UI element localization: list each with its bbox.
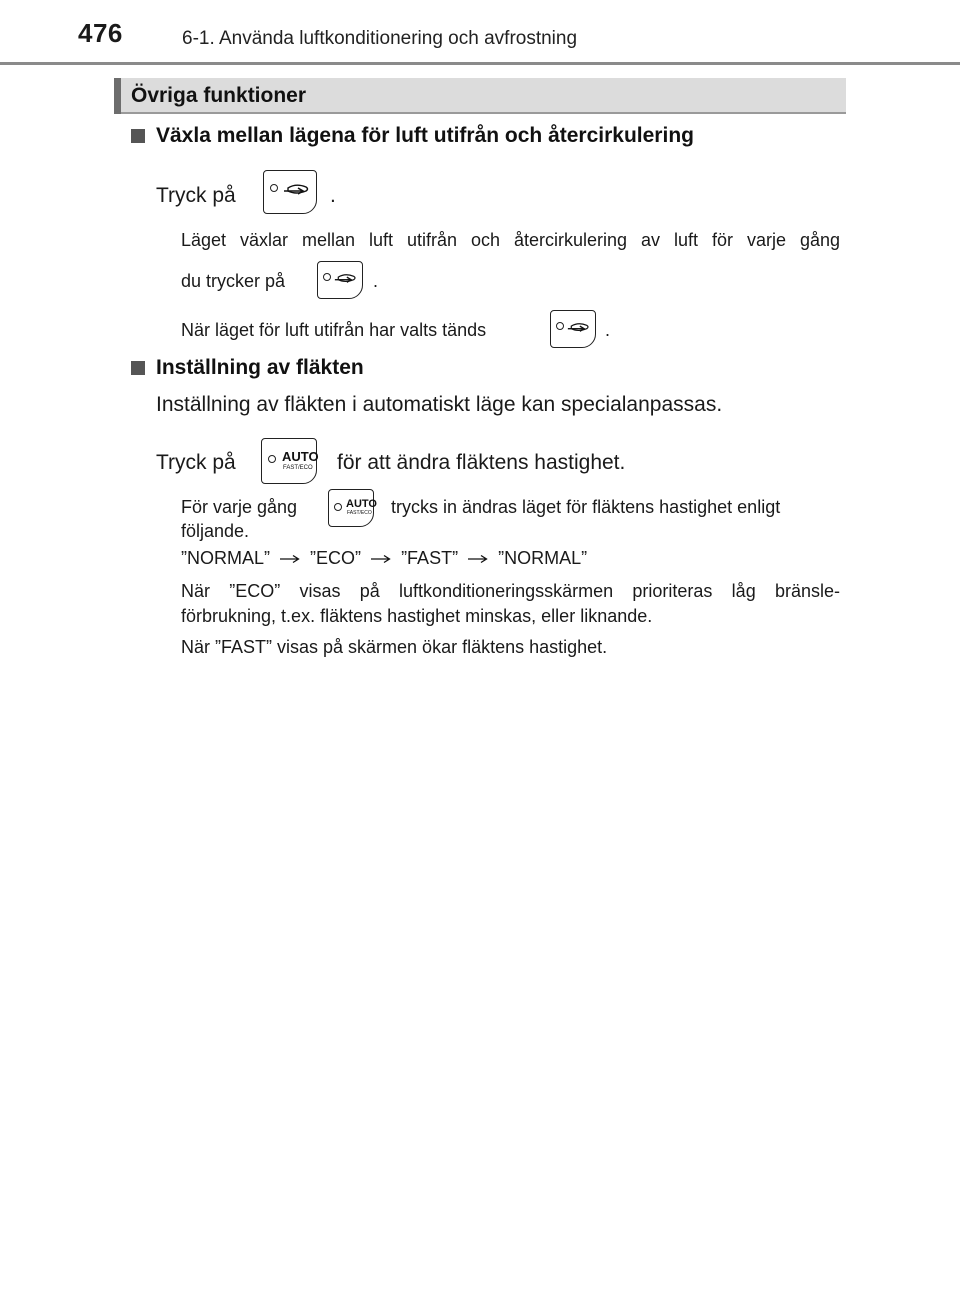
arrow-right-icon — [370, 554, 392, 564]
recirc-note2-prefix: När läget för luft utifrån har valts tänds — [181, 320, 487, 340]
page-number: 476 — [78, 18, 123, 48]
sequence-item: ”FAST” — [401, 548, 459, 568]
fan-speed-sequence — [181, 548, 587, 569]
outside-air-button-icon — [550, 310, 596, 348]
header-divider — [0, 62, 960, 65]
recirc-note1-line1: Läget växlar mellan luft utifrån och återcirkulering av luft för varje gång — [181, 230, 840, 250]
recirc-heading: Växla mellan lägena för luft utifrån och återcirkulering — [156, 124, 694, 147]
fan-note2-line1: När ”ECO” visas på luftkonditioneringsskärmen prioriteras låg bränsle- — [181, 581, 840, 601]
bullet-icon — [131, 361, 145, 375]
fan-heading: Inställning av fläkten — [156, 356, 364, 379]
recirc-note1-line2-suffix: . — [373, 271, 379, 291]
auto-sublabel: FAST/ECO — [347, 510, 372, 516]
fan-intro: Inställning av fläkten i automatiskt läge kan specialanpassas. — [156, 393, 723, 416]
bullet-icon — [131, 129, 145, 143]
outside-air-button-icon — [317, 261, 363, 299]
auto-fan-button-icon — [328, 489, 377, 527]
arrow-right-icon — [467, 554, 489, 564]
auto-label: AUTO — [346, 498, 377, 510]
fan-instruction-suffix: för att ändra fläktens hastighet. — [337, 451, 626, 474]
fan-note3: När ”FAST” visas på skärmen ökar fläktens hastighet. — [181, 637, 608, 657]
recirc-instruction-prefix: Tryck på — [156, 184, 236, 207]
recirc-note1-line2-prefix: du trycker på — [181, 271, 286, 291]
auto-fan-button-icon — [261, 438, 317, 484]
chapter-title: 6-1. Använda luftkonditionering och avfrostning — [182, 28, 578, 49]
fan-instruction-prefix: Tryck på — [156, 451, 236, 474]
recirc-instruction-suffix: . — [330, 184, 336, 207]
outside-air-button-icon — [263, 170, 317, 214]
fan-note1-line2: följande. — [181, 521, 250, 541]
arrow-right-icon — [279, 554, 301, 564]
sequence-item: ”ECO” — [310, 548, 362, 568]
sequence-item: ”NORMAL” — [498, 548, 588, 568]
auto-sublabel: FAST/ECO — [283, 465, 313, 471]
fan-note1-prefix: För varje gång — [181, 497, 298, 517]
sequence-item: ”NORMAL” — [181, 548, 270, 568]
section-bar-accent — [114, 78, 121, 114]
fan-note2-line2: förbrukning, t.ex. fläktens hastighet minskas, eller liknande. — [181, 606, 653, 626]
recirc-note2-suffix: . — [605, 320, 611, 340]
section-title: Övriga funktioner — [131, 84, 307, 107]
auto-label: AUTO — [282, 449, 319, 464]
fan-note1-suffix: trycks in ändras läget för fläktens hastighet enligt — [391, 497, 781, 517]
